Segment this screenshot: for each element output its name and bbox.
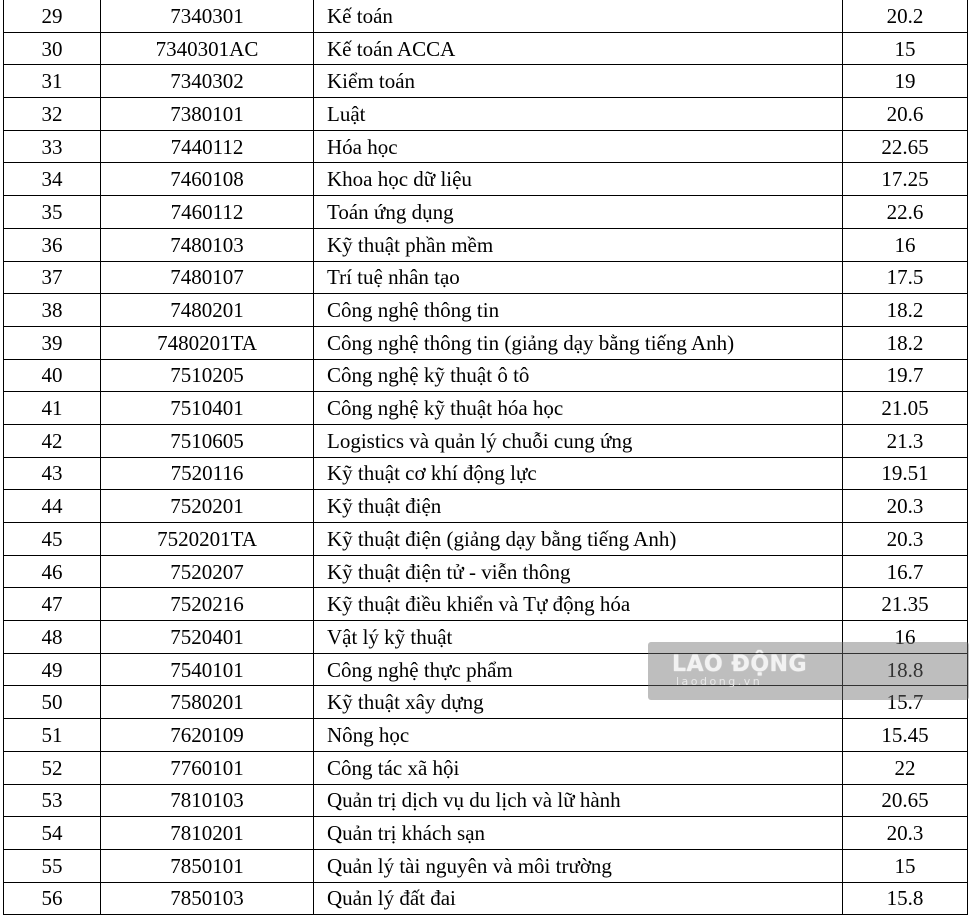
row-number: 50 — [4, 686, 101, 719]
row-number: 36 — [4, 228, 101, 261]
row-number: 42 — [4, 424, 101, 457]
major-code: 7480107 — [101, 261, 314, 294]
cutoff-score: 19.7 — [843, 359, 968, 392]
table-row — [4, 32, 968, 65]
major-code: 7810103 — [101, 784, 314, 817]
row-number: 56 — [4, 882, 101, 915]
admission-scores-table — [3, 0, 968, 915]
cutoff-score: 15 — [843, 849, 968, 882]
major-name: Hóa học — [314, 130, 843, 163]
cutoff-score: 20.3 — [843, 490, 968, 523]
row-number: 35 — [4, 196, 101, 229]
row-number: 53 — [4, 784, 101, 817]
major-name: Quản lý tài nguyên và môi trường — [314, 849, 843, 882]
major-name: Vật lý kỹ thuật — [314, 621, 843, 654]
table-row — [4, 588, 968, 621]
major-name: Khoa học dữ liệu — [314, 163, 843, 196]
major-name: Luật — [314, 98, 843, 131]
major-code: 7520216 — [101, 588, 314, 621]
table-row — [4, 130, 968, 163]
table-row — [4, 163, 968, 196]
major-name: Trí tuệ nhân tạo — [314, 261, 843, 294]
major-code: 7460112 — [101, 196, 314, 229]
watermark-site: laodong.vn — [676, 675, 763, 688]
cutoff-score: 15 — [843, 32, 968, 65]
major-name: Công nghệ thực phẩm — [314, 653, 843, 686]
table-body — [4, 0, 968, 915]
major-code: 7580201 — [101, 686, 314, 719]
major-code: 7510401 — [101, 392, 314, 425]
cutoff-score: 22 — [843, 751, 968, 784]
table-row — [4, 359, 968, 392]
row-number: 43 — [4, 457, 101, 490]
cutoff-score: 21.35 — [843, 588, 968, 621]
major-name: Kế toán ACCA — [314, 32, 843, 65]
major-code: 7480201 — [101, 294, 314, 327]
major-name: Công nghệ thông tin — [314, 294, 843, 327]
cutoff-score: 17.5 — [843, 261, 968, 294]
cutoff-score: 22.6 — [843, 196, 968, 229]
major-name: Logistics và quản lý chuỗi cung ứng — [314, 424, 843, 457]
row-number: 55 — [4, 849, 101, 882]
cutoff-score: 21.05 — [843, 392, 968, 425]
major-code: 7480201TA — [101, 326, 314, 359]
row-number: 49 — [4, 653, 101, 686]
row-number: 52 — [4, 751, 101, 784]
row-number: 32 — [4, 98, 101, 131]
major-name: Quản trị khách sạn — [314, 817, 843, 850]
row-number: 48 — [4, 621, 101, 654]
major-code: 7340302 — [101, 65, 314, 98]
row-number: 34 — [4, 163, 101, 196]
major-name: Kỹ thuật điện (giảng dạy bằng tiếng Anh) — [314, 523, 843, 556]
major-name: Quản trị dịch vụ du lịch và lữ hành — [314, 784, 843, 817]
row-number: 37 — [4, 261, 101, 294]
table-row — [4, 65, 968, 98]
table-row — [4, 98, 968, 131]
table-row — [4, 784, 968, 817]
table-row — [4, 261, 968, 294]
table-row — [4, 719, 968, 752]
major-code: 7440112 — [101, 130, 314, 163]
cutoff-score: 16 — [843, 228, 968, 261]
major-code: 7760101 — [101, 751, 314, 784]
major-name: Công nghệ kỹ thuật ô tô — [314, 359, 843, 392]
major-code: 7340301AC — [101, 32, 314, 65]
row-number: 33 — [4, 130, 101, 163]
table-row — [4, 555, 968, 588]
cutoff-score: 15.45 — [843, 719, 968, 752]
major-name: Nông học — [314, 719, 843, 752]
major-code: 7520116 — [101, 457, 314, 490]
cutoff-score: 16.7 — [843, 555, 968, 588]
row-number: 41 — [4, 392, 101, 425]
laodong-watermark — [648, 642, 969, 700]
row-number: 39 — [4, 326, 101, 359]
major-name: Kỹ thuật điều khiển và Tự động hóa — [314, 588, 843, 621]
major-code: 7520201TA — [101, 523, 314, 556]
major-name: Quản lý đất đai — [314, 882, 843, 915]
major-code: 7520401 — [101, 621, 314, 654]
row-number: 44 — [4, 490, 101, 523]
cutoff-score: 20.3 — [843, 523, 968, 556]
cutoff-score: 18.2 — [843, 294, 968, 327]
table-row — [4, 751, 968, 784]
row-number: 45 — [4, 523, 101, 556]
cutoff-score: 18.2 — [843, 326, 968, 359]
row-number: 46 — [4, 555, 101, 588]
cutoff-score: 16 — [843, 621, 968, 654]
cutoff-score: 19 — [843, 65, 968, 98]
cutoff-score: 22.65 — [843, 130, 968, 163]
row-number: 31 — [4, 65, 101, 98]
major-name: Kỹ thuật cơ khí động lực — [314, 457, 843, 490]
major-code: 7520207 — [101, 555, 314, 588]
cutoff-score: 15.8 — [843, 882, 968, 915]
major-name: Công tác xã hội — [314, 751, 843, 784]
row-number: 51 — [4, 719, 101, 752]
major-code: 7480103 — [101, 228, 314, 261]
table-row — [4, 392, 968, 425]
table-row — [4, 294, 968, 327]
cutoff-score: 20.6 — [843, 98, 968, 131]
cutoff-score: 20.65 — [843, 784, 968, 817]
major-code: 7850103 — [101, 882, 314, 915]
table-row — [4, 457, 968, 490]
major-code: 7380101 — [101, 98, 314, 131]
table-row — [4, 0, 968, 32]
table-row — [4, 817, 968, 850]
cutoff-score: 17.25 — [843, 163, 968, 196]
major-name: Kỹ thuật điện — [314, 490, 843, 523]
major-code: 7510205 — [101, 359, 314, 392]
table-row — [4, 882, 968, 915]
table-row — [4, 490, 968, 523]
major-name: Công nghệ thông tin (giảng dạy bằng tiếng Anh) — [314, 326, 843, 359]
major-code: 7510605 — [101, 424, 314, 457]
major-name: Công nghệ kỹ thuật hóa học — [314, 392, 843, 425]
cutoff-score: 20.2 — [843, 0, 968, 32]
major-name: Toán ứng dụng — [314, 196, 843, 229]
major-code: 7620109 — [101, 719, 314, 752]
watermark-logo: LAO ĐỘNG — [672, 652, 808, 677]
major-code: 7460108 — [101, 163, 314, 196]
major-name: Kỹ thuật xây dựng — [314, 686, 843, 719]
major-code: 7850101 — [101, 849, 314, 882]
row-number: 47 — [4, 588, 101, 621]
major-name: Kỹ thuật phần mềm — [314, 228, 843, 261]
table-row — [4, 523, 968, 556]
cutoff-score: 20.3 — [843, 817, 968, 850]
row-number: 38 — [4, 294, 101, 327]
table-row — [4, 228, 968, 261]
row-number: 40 — [4, 359, 101, 392]
major-name: Kế toán — [314, 0, 843, 32]
row-number: 29 — [4, 0, 101, 32]
major-code: 7340301 — [101, 0, 314, 32]
major-name: Kiểm toán — [314, 65, 843, 98]
row-number: 30 — [4, 32, 101, 65]
cutoff-score: 21.3 — [843, 424, 968, 457]
cutoff-score: 19.51 — [843, 457, 968, 490]
cutoff-score: 15.7 — [843, 686, 968, 719]
table-row — [4, 326, 968, 359]
major-code: 7810201 — [101, 817, 314, 850]
cutoff-score: 18.8 — [843, 653, 968, 686]
table-row — [4, 424, 968, 457]
table-row — [4, 196, 968, 229]
major-code: 7540101 — [101, 653, 314, 686]
table-row — [4, 849, 968, 882]
major-code: 7520201 — [101, 490, 314, 523]
row-number: 54 — [4, 817, 101, 850]
major-name: Kỹ thuật điện tử - viễn thông — [314, 555, 843, 588]
